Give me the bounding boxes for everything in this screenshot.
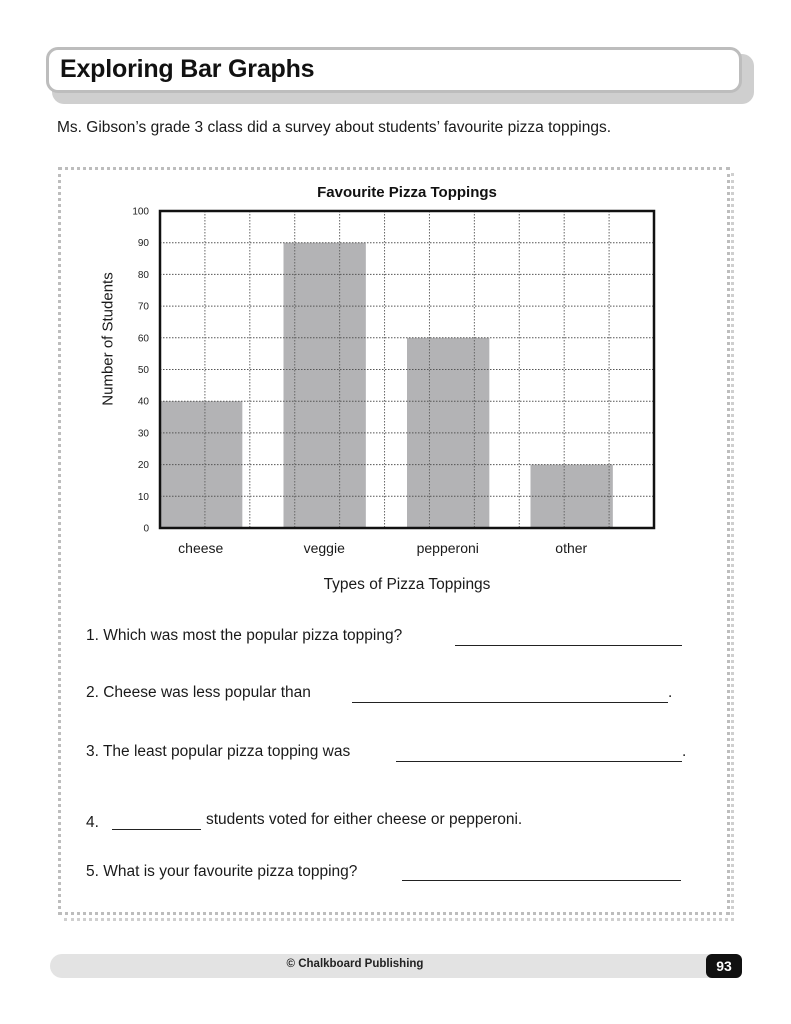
question-3: 3. The least popular pizza topping was [86, 743, 351, 760]
question-2-period: . [668, 684, 673, 701]
question-4-number: 4. [86, 814, 99, 831]
chart-title: Favourite Pizza Toppings [317, 184, 497, 201]
y-tick-label-90: 90 [137, 238, 149, 250]
bar-veggie [284, 243, 366, 528]
intro-text: Ms. Gibson’s grade 3 class did a survey about students’ favourite pizza toppings. [57, 119, 611, 136]
y-tick-label-50: 50 [137, 365, 149, 376]
y-tick-label-70: 70 [137, 301, 149, 313]
answer-line-3[interactable] [396, 761, 682, 762]
question-1: 1. Which was most the popular pizza topping? [86, 627, 403, 644]
y-tick-label-0: 0 [143, 523, 149, 535]
question-4: students voted for either cheese or pepperoni. [206, 811, 523, 828]
y-axis-label: Number of Students [99, 272, 117, 406]
footer-publisher: © Chalkboard Publishing [286, 958, 424, 970]
y-tick-label-30: 30 [137, 428, 149, 440]
page-number: 93 [706, 954, 742, 978]
x-tick-label-cheese: cheese [178, 540, 224, 556]
question-5: 5. What is your favourite pizza topping? [86, 863, 358, 880]
y-tick-label-10: 10 [137, 491, 149, 503]
answer-line-5[interactable] [402, 880, 681, 881]
y-tick-label-60: 60 [137, 333, 149, 345]
page-title: Exploring Bar Graphs [60, 55, 315, 83]
y-tick-label-20: 20 [137, 460, 149, 472]
question-2: 2. Cheese was less popular than [86, 684, 311, 701]
y-tick-label-80: 80 [137, 269, 149, 281]
x-axis-label: Types of Pizza Toppings [323, 576, 491, 593]
answer-line-1[interactable] [455, 645, 682, 646]
y-tick-label-100: 100 [132, 206, 149, 218]
answer-line-2[interactable] [352, 702, 668, 703]
x-tick-label-other: other [555, 540, 588, 556]
y-tick-label-40: 40 [137, 396, 149, 408]
question-3-period: . [682, 743, 687, 760]
answer-line-4[interactable] [112, 829, 201, 830]
x-tick-label-veggie: veggie [303, 540, 345, 556]
x-tick-label-pepperoni: pepperoni [416, 540, 479, 556]
